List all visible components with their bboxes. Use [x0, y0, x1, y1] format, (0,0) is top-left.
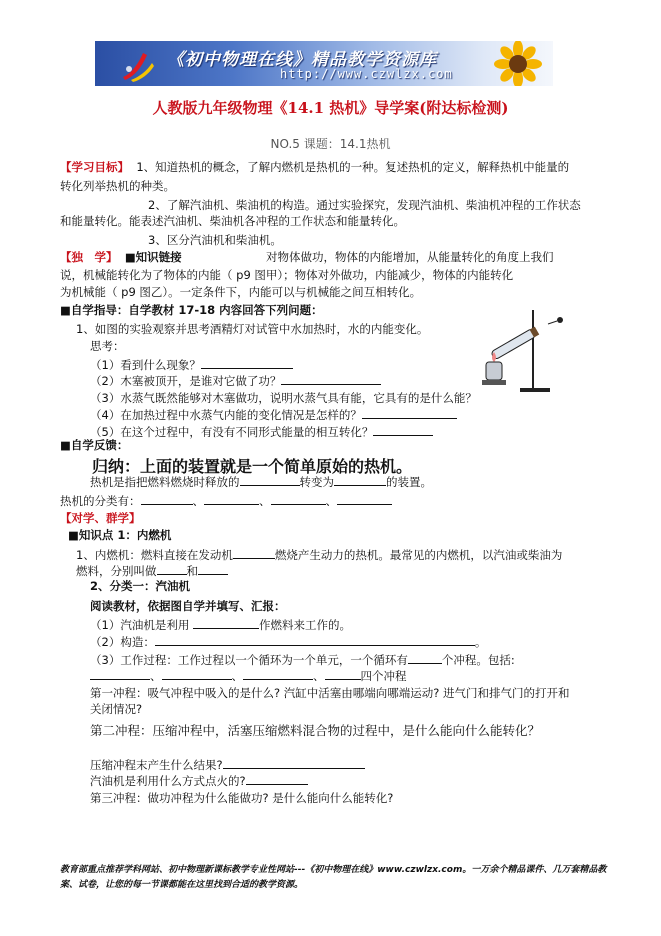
answer-blank[interactable] [337, 493, 392, 505]
answer-blank[interactable] [157, 563, 187, 575]
summary-statement: 归纳：上面的装置就是一个简单原始的热机。 [92, 457, 413, 476]
independent-text-2: 说，机械能转化为了物体的内能（ p9 图甲）；物体对外做功，内能减少，物体的内能转化 [60, 268, 514, 282]
objectives-line-3: 2、了解汽油机、柴油机的构造。通过实验探究，发现汽油机、柴油机冲程的工作状态 [148, 198, 581, 212]
independent-line-1 [60, 250, 182, 264]
answer-blank[interactable] [201, 357, 293, 369]
sunflower-icon [483, 41, 553, 86]
header-banner [95, 41, 553, 86]
ignition-question: 汽油机是利用什么方式点火的? [90, 773, 308, 788]
gasoline-q3: （3）工作过程：工作过程以一个循环为一个单元，一个循环有 个冲程。包括: [90, 653, 515, 667]
stroke-two-question: 第二冲程：压缩冲程中，活塞压缩燃料混合物的过程中，是什么能向什么能转化？ [90, 723, 541, 738]
answer-blank[interactable] [233, 547, 275, 559]
guide-q5: （5）在这个过程中，有没有不同形式能量的相互转化？ [90, 424, 433, 439]
answer-blank[interactable] [204, 493, 259, 505]
guide-title: ■自学指导：自学教材 17-18 内容回答下列问题： [60, 303, 323, 317]
classification-one: 2、分类一：汽油机 [90, 579, 191, 593]
guide-q2: （2）木塞被顶开，是谁对它做了功？ [90, 373, 381, 388]
answer-blank[interactable] [362, 407, 457, 419]
logo-icon [119, 47, 155, 83]
answer-blank[interactable] [334, 474, 386, 486]
knowledge-point-1: ■知识点 1：内燃机 [68, 528, 172, 542]
document-title: 人教版九年级物理《14.1 热机》导学案(附达标检测) [152, 99, 509, 117]
group-study-tag: 【对学、群学】 [60, 511, 141, 525]
answer-blank[interactable] [90, 668, 150, 680]
heat-engine-types: 热机的分类有： 、 、 、 [60, 493, 392, 508]
objectives-line-2: 转化列举热机的种类。 [60, 179, 175, 193]
guide-q4: （4）在加热过程中水蒸气内能的变化情况是怎样的？ [90, 407, 457, 422]
objectives-line-4: 和能量转化。能表述汽油机、柴油机各冲程的工作状态和能量转化。 [60, 214, 405, 228]
answer-blank[interactable] [141, 493, 193, 505]
answer-blank[interactable] [408, 652, 442, 664]
banner-url[interactable]: http://www.czwlzx.com [280, 67, 453, 81]
independent-tag: 【独 学】 [60, 250, 118, 264]
feedback-title: ■自学反馈： [60, 438, 129, 452]
banner-title: 《初中物理在线》精品教学资源库 [167, 50, 437, 70]
stroke-names-line: 、 、 、 四个冲程 [90, 668, 407, 683]
answer-blank[interactable] [281, 373, 381, 385]
think-label: 思考： [90, 339, 125, 353]
answer-blank[interactable] [193, 617, 259, 629]
lesson-number: NO.5 课题：14.1热机 [270, 137, 391, 151]
objectives-line-1: 【学习目标】 1、知道热机的概念，了解内燃机是热机的一种。复述热机的定义，解释热机中能量的 [60, 160, 570, 174]
compression-result-question: 压缩冲程末产生什么结果? [90, 757, 365, 772]
answer-blank[interactable] [373, 424, 433, 436]
guide-q1: （1）看到什么现象？ [90, 357, 293, 372]
answer-blank[interactable] [155, 634, 475, 646]
knowledge-link-label: ■知识链接 [124, 250, 182, 264]
answer-blank[interactable] [243, 668, 313, 680]
answer-blank[interactable] [162, 668, 232, 680]
guide-q3: （3）水蒸气既然能够对木塞做功，说明水蒸气具有能，它具有的是什么能？ [90, 391, 477, 405]
stroke-one-question-cont: 关闭情况? [90, 702, 143, 716]
stroke-three-question: 第三冲程：做功冲程为什么能做功? 是什么能向什么能转化? [90, 791, 394, 805]
answer-blank[interactable] [271, 493, 326, 505]
reading-instruction: 阅读教材，依据图自学并填写、汇报： [90, 599, 286, 613]
answer-blank[interactable] [240, 474, 300, 486]
ice-definition-line-1: 1、内燃机：燃料直接在发动机 燃烧产生动力的热机。最常见的内燃机，以汽油或柴油为 [76, 548, 563, 562]
guide-question-intro: 1、如图的实验观察并思考酒精灯对试管中水加热时，水的内能变化。 [76, 322, 429, 336]
stroke-one-question: 第一冲程：吸气冲程中吸入的是什么? 汽缸中活塞由哪端向哪端运动? 进气门和排气门的打开和 [90, 686, 570, 700]
answer-blank[interactable] [325, 668, 361, 680]
independent-text-3: 为机械能（ p9 图乙）。一定条件下，内能可以与机械能之间互相转化。 [60, 285, 422, 299]
answer-blank[interactable] [223, 757, 365, 769]
objectives-line-5: 3、区分汽油机和柴油机。 [148, 233, 282, 247]
gasoline-q2: （2）构造： 。 [90, 635, 487, 649]
answer-blank[interactable] [198, 563, 228, 575]
gasoline-q1: （1）汽油机是利用 作燃料来工作的。 [90, 618, 351, 632]
ice-definition-line-2: 燃料，分别叫做 和 [76, 563, 228, 578]
test-tube-apparatus-illustration [478, 300, 573, 395]
objectives-tag: 【学习目标】 [60, 160, 129, 174]
answer-blank[interactable] [246, 773, 308, 785]
footer-note: 教育部重点推荐学科网站、初中物理新课标教学专业性网站---《初中物理在线》www.czwlzx.com。一万余个精品课件、几万套精品教案、试卷，让您的每一节课都能在这里找到合适的教学资源。 [60, 865, 607, 890]
heat-engine-definition: 热机是指把燃料燃烧时释放的 转变为 的装置。 [90, 475, 432, 489]
independent-text-1: 对物体做功，物体的内能增加，从能量转化的角度上我们 [266, 250, 554, 264]
